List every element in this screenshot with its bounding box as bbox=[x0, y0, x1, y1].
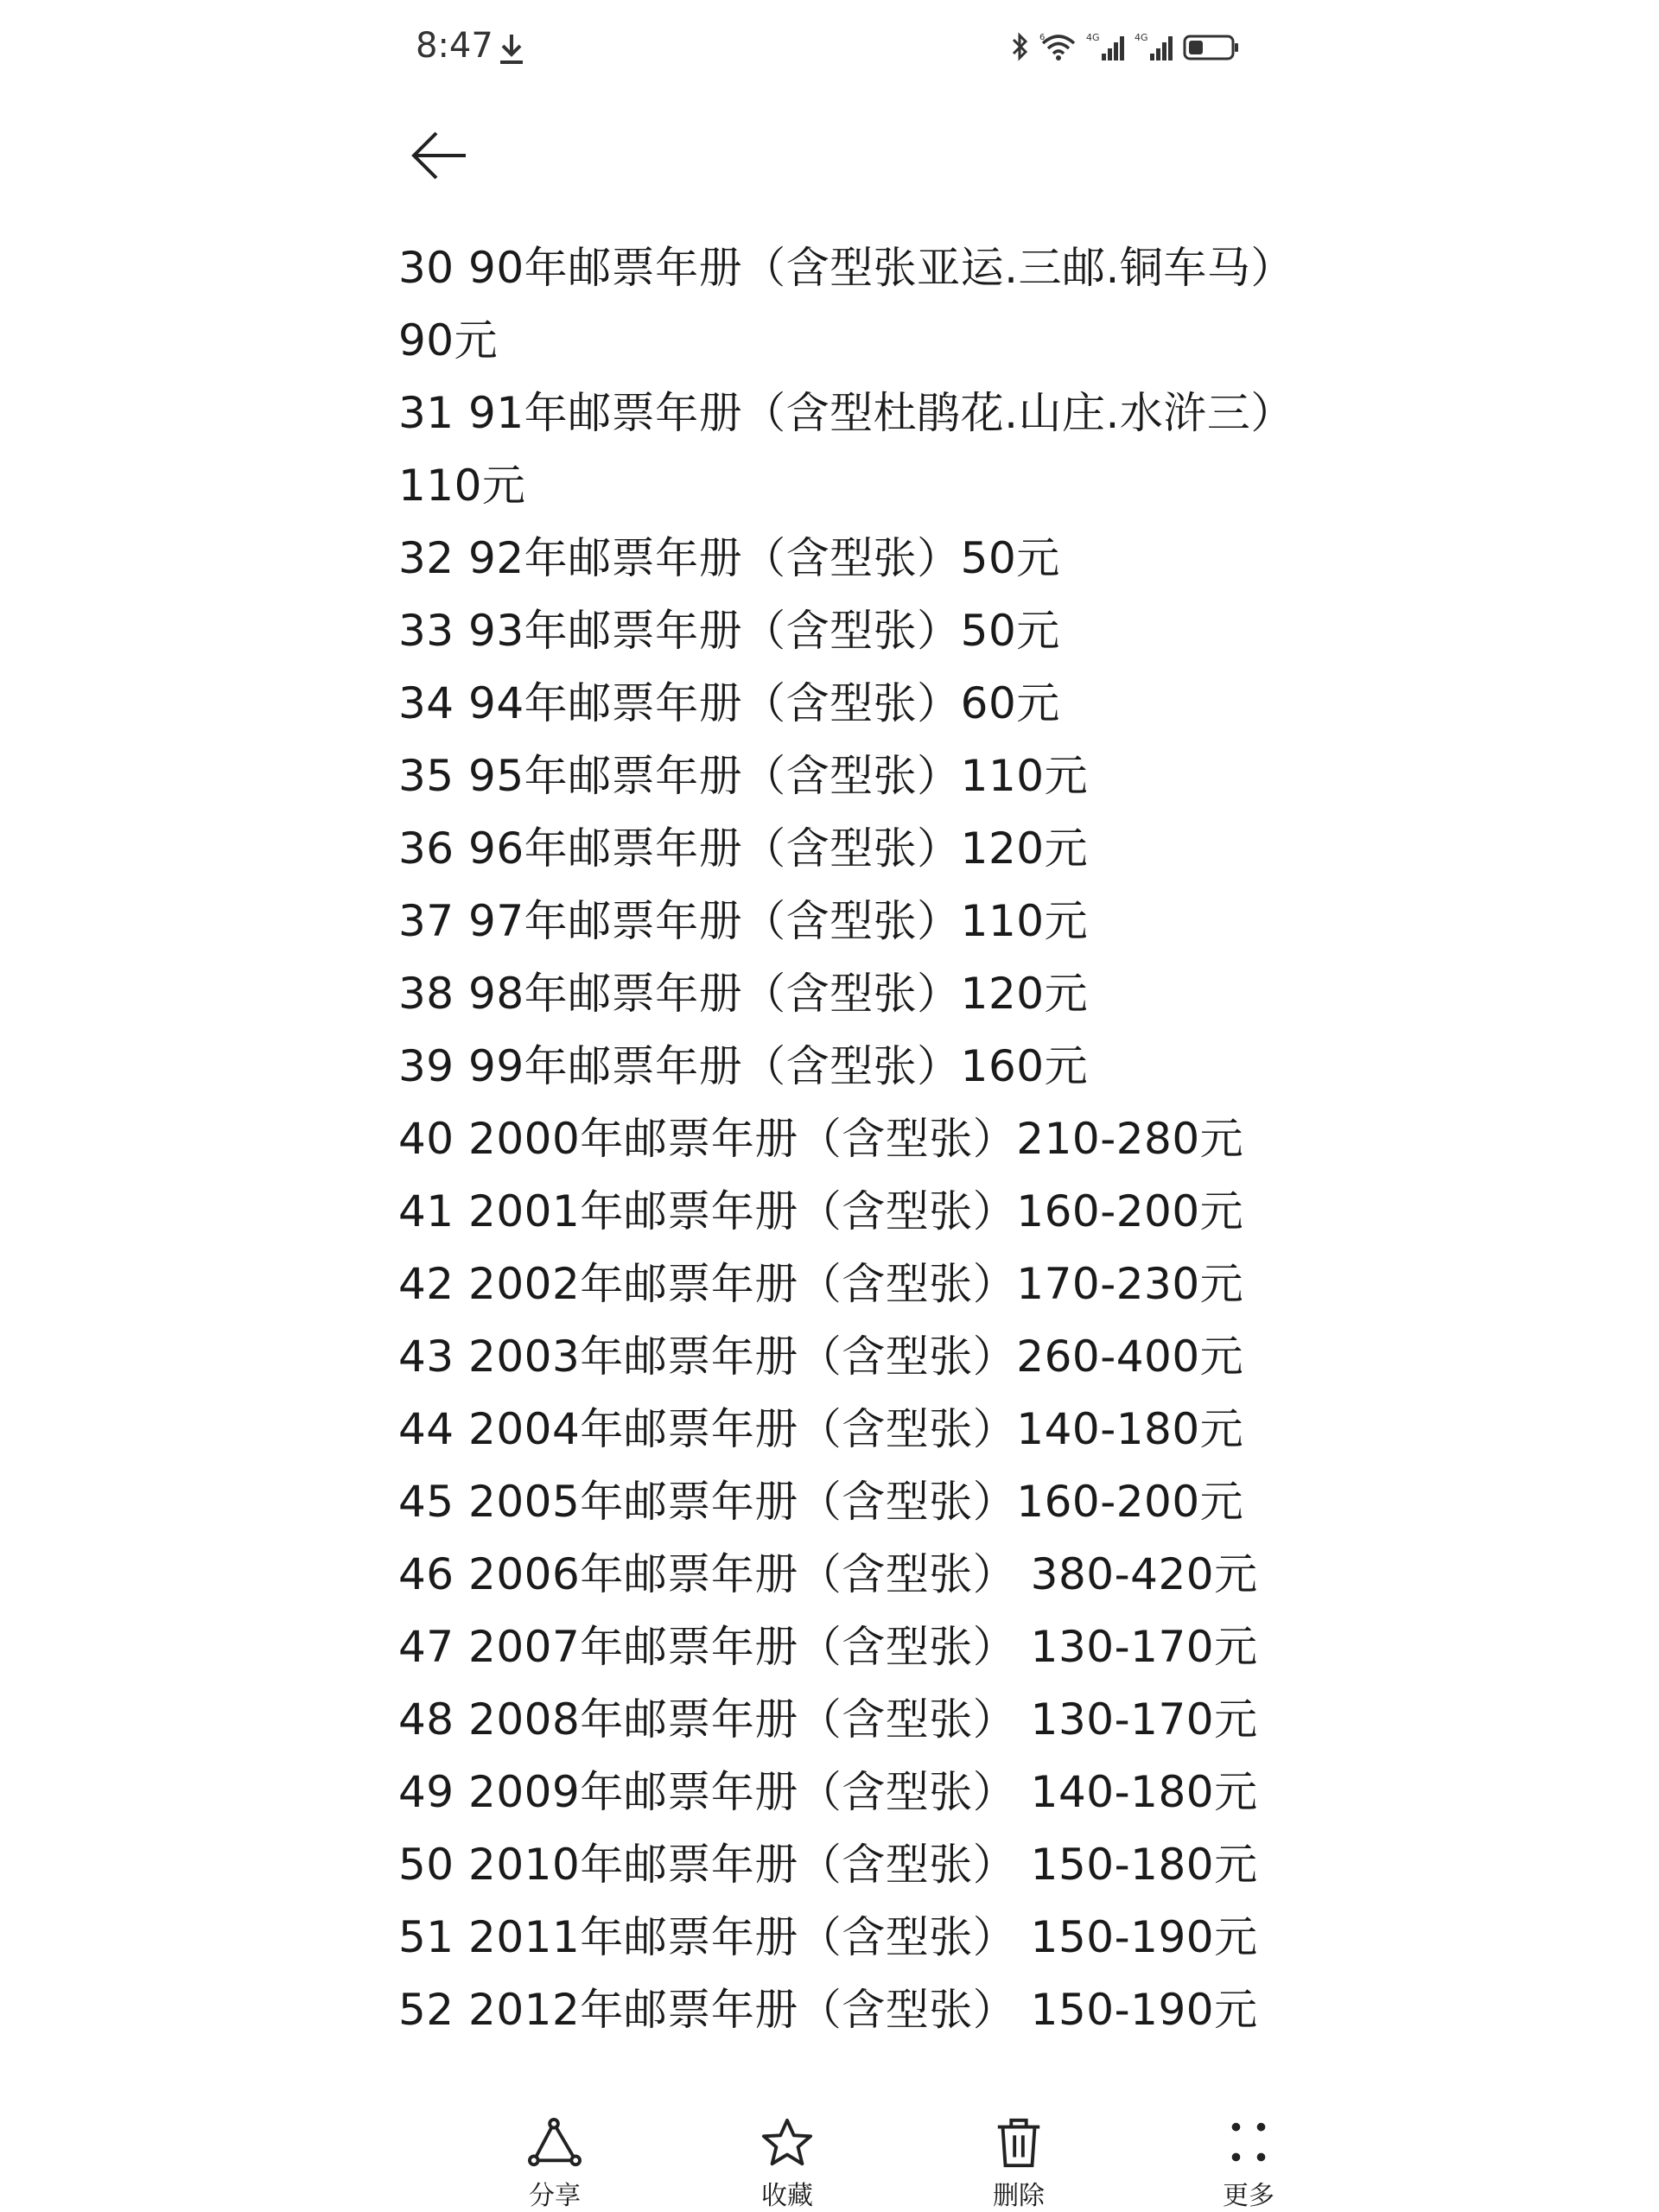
signal-4g-icon-2 bbox=[1135, 31, 1174, 62]
share-button[interactable] bbox=[494, 2117, 615, 2212]
bottom-toolbar bbox=[385, 2117, 1274, 2212]
text-line: 38 98年邮票年册（含型张）120元 bbox=[398, 969, 1089, 1019]
text-line: 51 2011年邮票年册（含型张） 150-190元 bbox=[398, 1912, 1258, 1962]
more-label: 更多 bbox=[1223, 2181, 1274, 2211]
signal-label-2: 4G bbox=[1135, 32, 1148, 43]
wifi-badge-text: 6 bbox=[1039, 33, 1046, 42]
text-line: 35 95年邮票年册（含型张）110元 bbox=[398, 751, 1089, 801]
text-line: 30 90年邮票年册（含型张亚运.三邮.铜车马） bbox=[398, 243, 1294, 293]
text-line: 110元 bbox=[398, 461, 526, 511]
text-line: 40 2000年邮票年册（含型张）210-280元 bbox=[398, 1114, 1244, 1164]
back-button[interactable] bbox=[400, 121, 478, 190]
signal-4g-icon bbox=[1086, 31, 1126, 62]
text-line: 31 91年邮票年册（含型杜鹃花.山庄.水浒三） bbox=[398, 388, 1294, 438]
text-line: 44 2004年邮票年册（含型张）140-180元 bbox=[398, 1404, 1244, 1454]
status-time: 8:47 bbox=[416, 26, 493, 66]
star-icon bbox=[757, 2117, 817, 2169]
text-line: 32 92年邮票年册（含型张）50元 bbox=[398, 533, 1060, 583]
status-icons bbox=[1010, 29, 1240, 64]
wifi-icon bbox=[1039, 31, 1077, 62]
text-line: 33 93年邮票年册（含型张）50元 bbox=[398, 606, 1060, 656]
share-icon bbox=[524, 2117, 585, 2169]
text-line: 47 2007年邮票年册（含型张） 130-170元 bbox=[398, 1622, 1258, 1672]
arrow-left-icon bbox=[409, 130, 469, 181]
more-button[interactable] bbox=[1188, 2117, 1309, 2212]
signal-label-1: 4G bbox=[1086, 32, 1100, 43]
text-line: 39 99年邮票年册（含型张）160元 bbox=[398, 1041, 1089, 1091]
text-line: 46 2006年邮票年册（含型张） 380-420元 bbox=[398, 1549, 1258, 1599]
text-line: 48 2008年邮票年册（含型张） 130-170元 bbox=[398, 1694, 1258, 1745]
text-line: 45 2005年邮票年册（含型张）160-200元 bbox=[398, 1477, 1244, 1527]
text-line: 34 94年邮票年册（含型张）60元 bbox=[398, 678, 1060, 728]
trash-icon bbox=[988, 2117, 1049, 2169]
favorite-button[interactable] bbox=[727, 2117, 848, 2212]
text-line: 52 2012年邮票年册（含型张） 150-190元 bbox=[398, 1985, 1258, 2035]
battery-icon bbox=[1183, 31, 1240, 62]
bluetooth-icon bbox=[1010, 31, 1031, 62]
text-line: 43 2003年邮票年册（含型张）260-400元 bbox=[398, 1332, 1244, 1382]
text-line: 41 2001年邮票年册（含型张）160-200元 bbox=[398, 1186, 1244, 1236]
favorite-label: 收藏 bbox=[761, 2181, 813, 2211]
text-line: 37 97年邮票年册（含型张）110元 bbox=[398, 896, 1089, 946]
more-dots-icon bbox=[1218, 2117, 1279, 2169]
note-view-screen bbox=[385, 0, 1294, 2212]
status-bar bbox=[385, 0, 1274, 95]
text-line: 50 2010年邮票年册（含型张） 150-180元 bbox=[398, 1840, 1258, 1890]
download-icon bbox=[497, 31, 526, 66]
text-line: 42 2002年邮票年册（含型张）170-230元 bbox=[398, 1259, 1244, 1309]
text-line: 90元 bbox=[398, 315, 499, 365]
delete-label: 删除 bbox=[993, 2181, 1045, 2211]
share-label: 分享 bbox=[529, 2181, 581, 2211]
text-line: 49 2009年邮票年册（含型张） 140-180元 bbox=[398, 1767, 1258, 1817]
delete-button[interactable] bbox=[958, 2117, 1079, 2212]
text-line: 36 96年邮票年册（含型张）120元 bbox=[398, 823, 1089, 874]
